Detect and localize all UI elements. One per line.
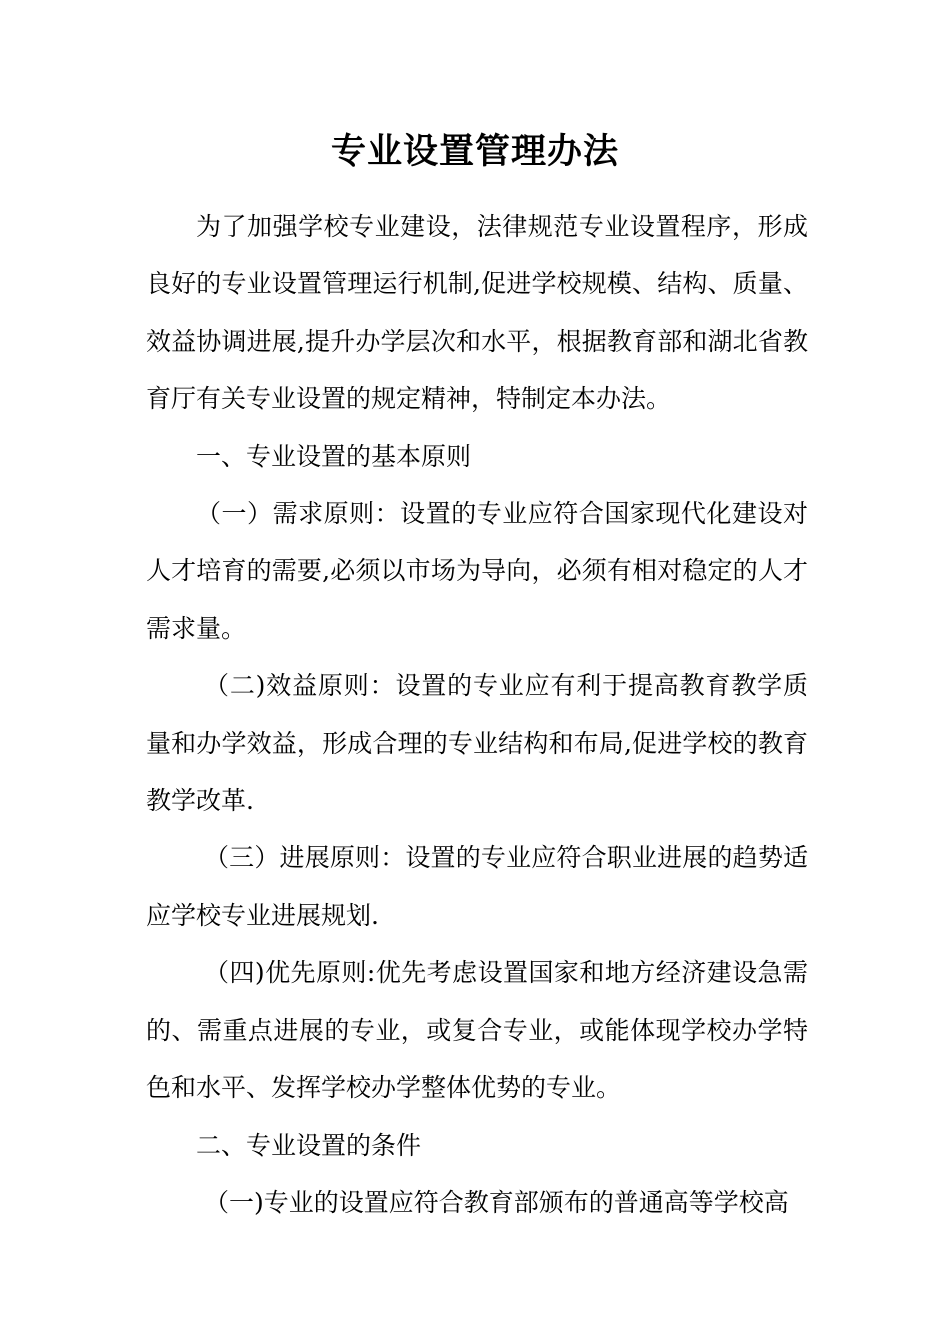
paragraph-priority-principle: （四)优先原则:优先考虑设置国家和地方经济建设急需的、需重点进展的专业，或复合专业，或能体现学校办学特色和水平、发挥学校办学整体优势的专业。 — [146, 958, 808, 1103]
document-body — [146, 198, 808, 1231]
paragraph-benefit-principle: （二)效益原则：设置的专业应有利于提高教育教学质量和办学效益，形成合理的专业结构和布局,促进学校的教育教学改革. — [146, 671, 808, 816]
section-heading-principles: 一、专业设置的基本原则 — [196, 441, 472, 471]
section-heading-conditions: 二、专业设置的条件 — [196, 1130, 422, 1160]
paragraph-demand-principle: （一）需求原则：设置的专业应符合国家现代化建设对人才培育的需要,必须以市场为导向，必须有相对稳定的人才需求量。 — [146, 499, 808, 643]
page-title: 专业设置管理办法 — [330, 131, 619, 172]
paragraph-intro: 为了加强学校专业建设，法律规范专业设置程序，形成良好的专业设置管理运行机制,促进学校规模、结构、质量、效益协调进展,提升办学层次和水平，根据教育部和湖北省教育厅有关专业设置的规定精神，特制定本办法。 — [146, 212, 808, 414]
paragraph-condition-one: （一)专业的设置应符合教育部颁布的普通高等学校高 — [204, 1187, 789, 1217]
paragraph-development-principle: （三）进展原则：设置的专业应符合职业进展的趋势适应学校专业进展规划. — [146, 843, 808, 930]
